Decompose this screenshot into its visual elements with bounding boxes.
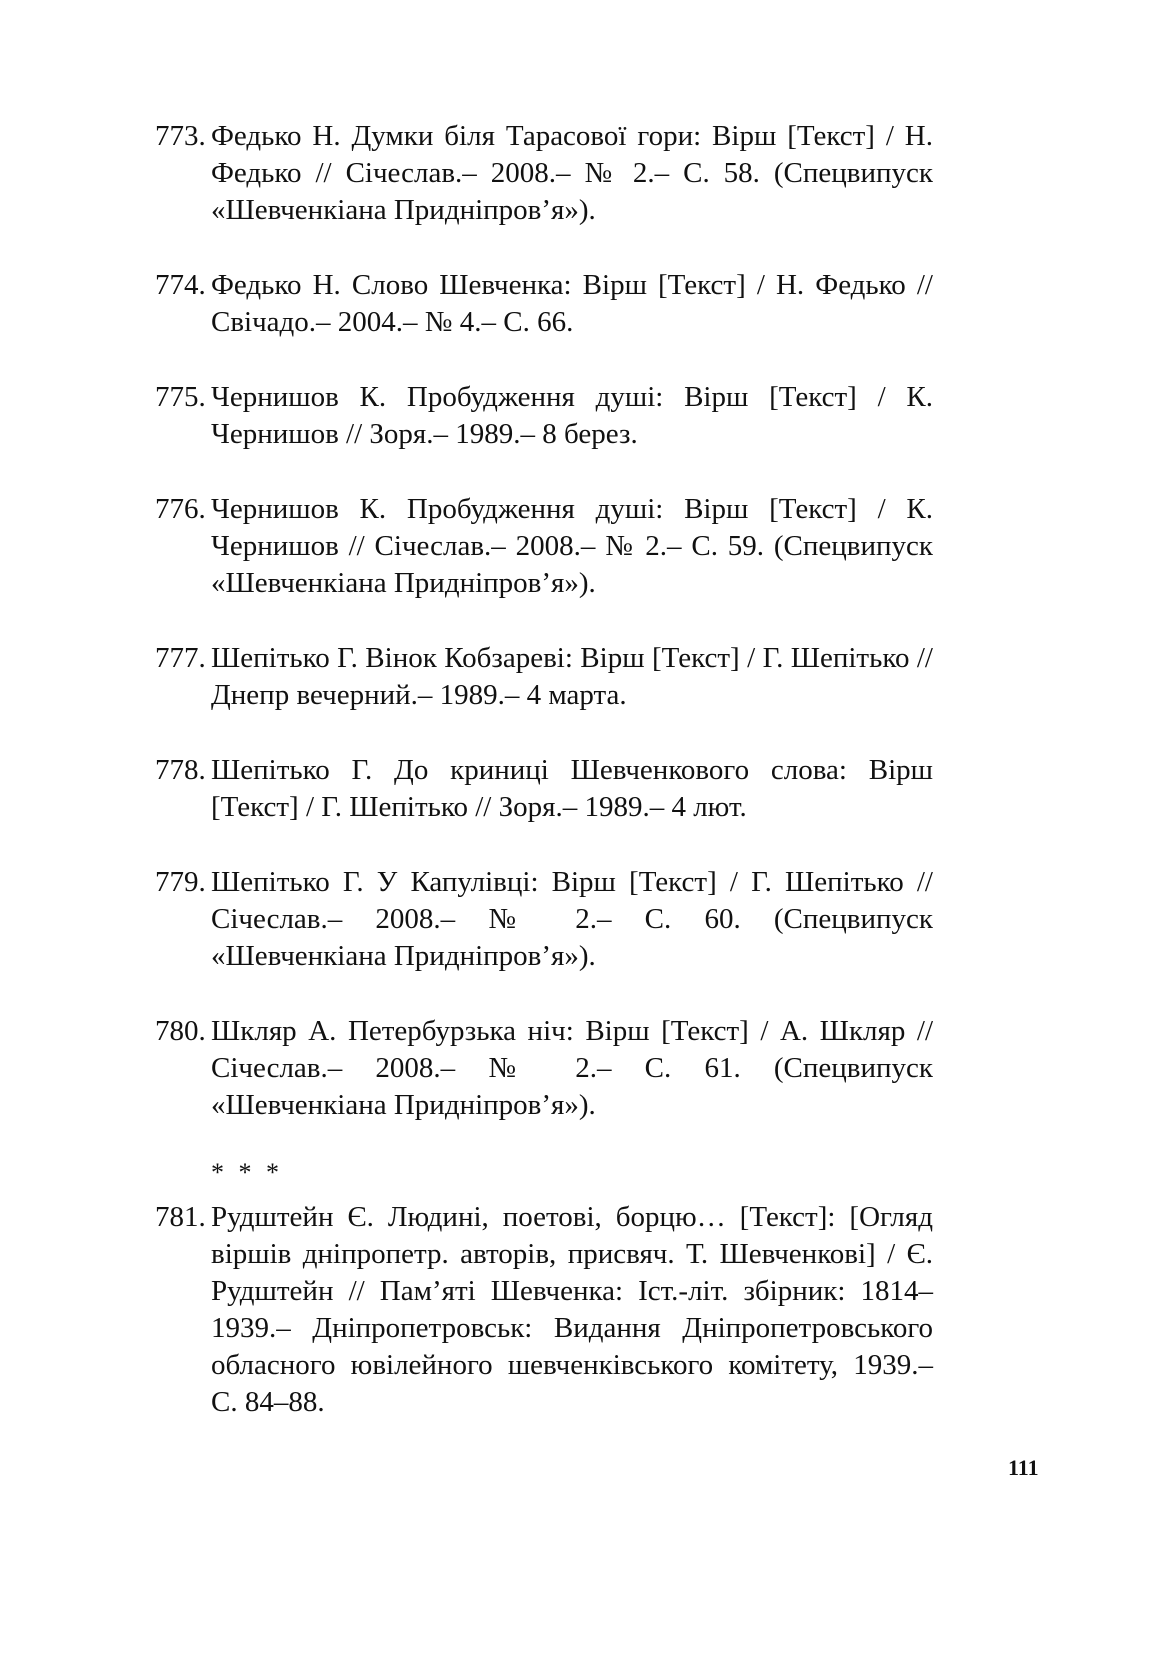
entry-number: 774. xyxy=(155,269,206,301)
entry-text: Шепітько Г. Вінок Кобзареві: Вірш [Текст] / Г. Шепітько // Днепр вечерний.– 1989.– 4 марта. xyxy=(211,642,933,711)
entry-text: Рудштейн Є. Людині, поетові, борцю… [Текст]: [Огляд віршів дніпропетр. авторів, присвяч. Т. Шевченкові] / Є. Рудштейн // Пам’яті Шевченка: Іст.-літ. збірник: 1814–1939.– Дніпропетровськ: Видання Дніпропетровського обласного ювілейного шевченківського комітету, 1939.– С. 84–88. xyxy=(211,1201,933,1418)
entry-text: Шкляр А. Петербурзька ніч: Вірш [Текст] / А. Шкляр // Січеслав.– 2008.– № 2.– С. 61. (Спецвипуск «Шевченкіана Придніпров’я»). xyxy=(211,1015,933,1121)
entry-number: 781. xyxy=(155,1201,206,1233)
bibliography-entry-781 xyxy=(155,1199,933,1421)
bibliography-entry-777 xyxy=(155,640,933,714)
bibliography-list xyxy=(155,118,933,1421)
entry-number: 773. xyxy=(155,120,206,152)
entry-number: 775. xyxy=(155,381,206,413)
page-number: 111 xyxy=(1008,1455,1039,1480)
bibliography-entry-779 xyxy=(155,864,933,975)
bibliography-entry-776 xyxy=(155,491,933,602)
bibliography-entry-780 xyxy=(155,1013,933,1124)
entry-text: Чернишов К. Пробудження душі: Вірш [Текст] / К. Чернишов // Січеслав.– 2008.– № 2.– С. 59. (Спецвипуск «Шевченкіана Придніпров’я»). xyxy=(211,493,933,599)
entry-number: 777. xyxy=(155,642,206,674)
entry-number: 779. xyxy=(155,866,206,898)
bibliography-entry-778 xyxy=(155,752,933,826)
bibliography-entry-774 xyxy=(155,267,933,341)
entry-number: 778. xyxy=(155,754,206,786)
entry-number: 776. xyxy=(155,493,206,525)
entry-text: Федько Н. Думки біля Тарасової гори: Вірш [Текст] / Н. Федько // Січеслав.– 2008.– № 2.– С. 58. (Спецвипуск «Шевченкіана Придніпров’я»). xyxy=(211,120,933,226)
section-separator: * * * xyxy=(211,1158,283,1187)
entry-text: Федько Н. Слово Шевченка: Вірш [Текст] / Н. Федько // Свічадо.– 2004.– № 4.– С. 66. xyxy=(211,269,933,338)
bibliography-entry-775 xyxy=(155,379,933,453)
entry-text: Чернишов К. Пробудження душі: Вірш [Текст] / К. Чернишов // Зоря.– 1989.– 8 берез. xyxy=(211,381,933,450)
entry-text: Шепітько Г. У Капулівці: Вірш [Текст] / Г. Шепітько // Січеслав.– 2008.– № 2.– С. 60. (Спецвипуск «Шевченкіана Придніпров’я»). xyxy=(211,866,933,972)
entry-number: 780. xyxy=(155,1015,206,1047)
bibliography-entry-773 xyxy=(155,118,933,229)
entry-text: Шепітько Г. До криниці Шевченкового слова: Вірш [Текст] / Г. Шепітько // Зоря.– 1989.– 4 лют. xyxy=(211,754,933,823)
